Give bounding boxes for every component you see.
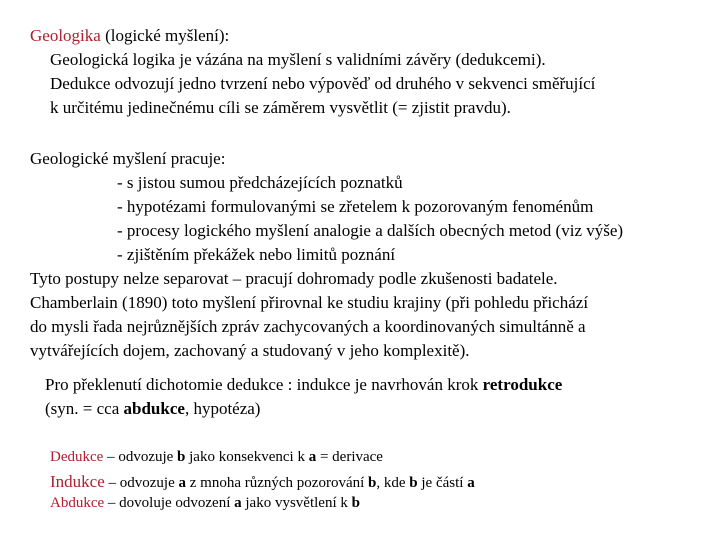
definition-heading <box>30 27 229 44</box>
paragraph-line: Tyto postupy nelze separovat – pracují dohromady podle zkušenosti badatele. <box>30 269 558 288</box>
abduction-term: abdukce <box>123 399 185 418</box>
variable-b: b <box>368 475 377 491</box>
geologika-term: Geologika <box>30 26 101 45</box>
abduction-synonym-line <box>45 400 260 417</box>
paragraph-line: Chamberlain (1890) toto myšlení přirovnal ke studiu krajiny (při pohledu přichází <box>30 293 589 312</box>
definition-text: jako vysvětlení k <box>241 495 352 511</box>
list-item: - hypotézami formulovanými se zřetelem k pozorovaným fenoménům <box>117 197 594 216</box>
retroduction-line <box>45 376 562 393</box>
definition-line: Dedukce odvozují jedno tvrzení nebo výpověď od druhého v sekvenci směřující <box>50 74 596 93</box>
list-item: - procesy logického myšlení analogie a dalších obecných metod (viz výše) <box>117 221 624 240</box>
paragraph-line: do mysli řada nejrůznějších zpráv zachycovaných a koordinovaných simultánně a <box>30 317 586 336</box>
induction-term: Indukce <box>50 472 105 491</box>
definition-text: = derivace <box>316 449 383 465</box>
definition-text: , kde <box>376 475 410 491</box>
definition-text: – odvozuje <box>103 449 178 465</box>
list-item: - zjištěním překážek nebo limitů poznání <box>117 245 396 264</box>
definition-text: – dovoluje odvození <box>104 495 235 511</box>
variable-a: a <box>467 475 475 491</box>
geologika-term-suffix: (logické myšlení): <box>100 26 230 45</box>
definition-line: k určitému jedinečnému cíli se záměrem vysvětlit (= zjistit pravdu). <box>50 98 511 117</box>
list-item: - s jistou sumou předcházejících poznatků <box>117 173 403 192</box>
variable-b: b <box>351 495 360 511</box>
variable-b: b <box>409 475 418 491</box>
definition-text: – odvozuje <box>104 475 179 491</box>
paragraph-line: vytvářejících dojem, zachovaný a studovaný v jeho komplexitě). <box>30 341 470 360</box>
abduction-definition <box>50 496 360 511</box>
definition-text: je částí <box>417 475 468 491</box>
definition-text: z mnoha různých pozorování <box>186 475 369 491</box>
variable-a: a <box>234 495 242 511</box>
abduction-term-red: Abdukce <box>50 495 105 511</box>
definition-text: jako konsekvenci k <box>185 449 309 465</box>
variable-b: b <box>177 449 186 465</box>
synonym-suffix: , hypotéza) <box>184 399 261 418</box>
variable-a: a <box>308 449 317 465</box>
retroduction-term: retrodukce <box>482 375 563 394</box>
synonym-prefix: (syn. = cca <box>45 399 124 418</box>
variable-a: a <box>178 475 186 491</box>
retroduction-text: Pro překlenutí dichotomie dedukce : indukce je navrhován krok <box>45 375 483 394</box>
definition-line: Geologická logika je vázána na myšlení s validními závěry (dedukcemi). <box>50 50 546 69</box>
section-heading: Geologické myšlení pracuje: <box>30 149 226 168</box>
deduction-term: Dedukce <box>50 449 104 465</box>
deduction-definition <box>50 450 383 465</box>
induction-definition <box>50 473 475 491</box>
